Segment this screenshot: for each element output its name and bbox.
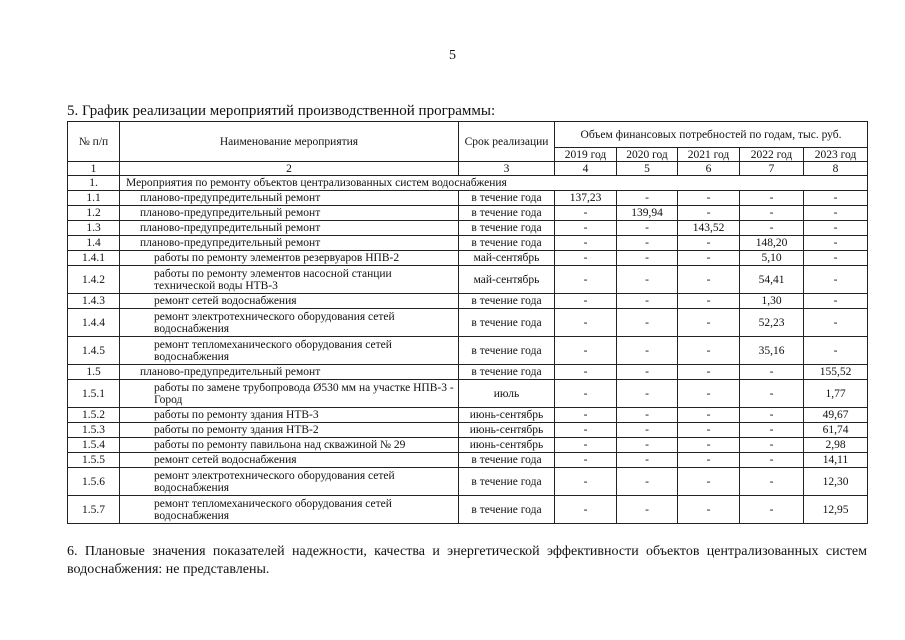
year-amount: - — [678, 309, 740, 337]
year-amount: - — [555, 309, 617, 337]
year-amount: - — [555, 468, 617, 496]
year-amount: 1,77 — [804, 380, 868, 408]
header-year: 2022 год — [740, 148, 804, 162]
table-row — [68, 365, 868, 380]
column-index: 3 — [459, 162, 555, 176]
implementation-period: в течение года — [459, 337, 555, 365]
activity-name: ремонт тепломеханического оборудования сетей водоснабжения — [120, 496, 459, 524]
table-row — [68, 221, 868, 236]
implementation-period: в течение года — [459, 365, 555, 380]
year-amount: 52,23 — [740, 309, 804, 337]
column-index: 2 — [120, 162, 459, 176]
table-row — [68, 176, 868, 191]
header-finance: Объем финансовых потребностей по годам, тыс. руб. — [555, 122, 868, 148]
implementation-period: июнь-сентябрь — [459, 438, 555, 453]
year-amount: - — [617, 294, 678, 309]
header-year: 2023 год — [804, 148, 868, 162]
header-num: № п/п — [68, 122, 120, 162]
table-row — [68, 468, 868, 496]
implementation-period: июль — [459, 380, 555, 408]
implementation-period: май-сентябрь — [459, 266, 555, 294]
year-amount: - — [804, 236, 868, 251]
header-period: Срок реализации — [459, 122, 555, 162]
table-body — [68, 176, 868, 524]
year-amount: - — [804, 206, 868, 221]
column-index: 4 — [555, 162, 617, 176]
table-row — [68, 408, 868, 423]
year-amount: - — [740, 206, 804, 221]
year-amount: - — [617, 337, 678, 365]
year-amount: 139,94 — [617, 206, 678, 221]
activity-name: планово-предупредительный ремонт — [120, 191, 459, 206]
row-number: 1.5.5 — [68, 453, 120, 468]
year-amount: - — [617, 423, 678, 438]
row-number: 1.5.6 — [68, 468, 120, 496]
year-amount: - — [617, 266, 678, 294]
implementation-period: в течение года — [459, 221, 555, 236]
year-amount: - — [740, 365, 804, 380]
column-index: 6 — [678, 162, 740, 176]
table-row — [68, 380, 868, 408]
implementation-period: в течение года — [459, 468, 555, 496]
activity-name: работы по ремонту павильона над скважиной № 29 — [120, 438, 459, 453]
header-year: 2020 год — [617, 148, 678, 162]
activity-name: ремонт тепломеханического оборудования сетей водоснабжения — [120, 337, 459, 365]
year-amount: - — [678, 337, 740, 365]
year-amount: 12,95 — [804, 496, 868, 524]
year-amount: - — [678, 380, 740, 408]
row-number: 1.2 — [68, 206, 120, 221]
year-amount: - — [678, 438, 740, 453]
table-row — [68, 236, 868, 251]
year-amount: - — [555, 423, 617, 438]
table-row — [68, 423, 868, 438]
table-row — [68, 453, 868, 468]
implementation-period: в течение года — [459, 496, 555, 524]
year-amount: - — [740, 221, 804, 236]
year-amount: - — [617, 496, 678, 524]
year-amount: - — [740, 496, 804, 524]
year-amount: - — [555, 294, 617, 309]
year-amount: - — [804, 309, 868, 337]
implementation-period: в течение года — [459, 206, 555, 221]
activity-name: ремонт электротехнического оборудования сетей водоснабжения — [120, 468, 459, 496]
implementation-period: в течение года — [459, 453, 555, 468]
table-row — [68, 337, 868, 365]
year-amount: - — [678, 453, 740, 468]
year-amount: - — [555, 236, 617, 251]
year-amount: - — [617, 191, 678, 206]
year-amount: - — [555, 221, 617, 236]
table-row — [68, 309, 868, 337]
year-amount: - — [678, 496, 740, 524]
row-number: 1.4.5 — [68, 337, 120, 365]
year-amount: - — [678, 294, 740, 309]
year-amount: - — [678, 408, 740, 423]
year-amount: - — [804, 266, 868, 294]
column-index: 8 — [804, 162, 868, 176]
year-amount: - — [740, 408, 804, 423]
table-row — [68, 438, 868, 453]
year-amount: - — [804, 294, 868, 309]
year-amount: 61,74 — [804, 423, 868, 438]
year-amount: - — [678, 236, 740, 251]
year-amount: - — [740, 453, 804, 468]
activity-name: работы по ремонту элементов насосной станции технической воды НТВ-3 — [120, 266, 459, 294]
year-amount: - — [740, 423, 804, 438]
column-index: 7 — [740, 162, 804, 176]
implementation-period: июнь-сентябрь — [459, 408, 555, 423]
year-amount: - — [555, 496, 617, 524]
year-amount: - — [555, 365, 617, 380]
row-number: 1.5.7 — [68, 496, 120, 524]
year-amount: - — [678, 365, 740, 380]
implementation-period: в течение года — [459, 236, 555, 251]
table-row — [68, 251, 868, 266]
activity-name: работы по ремонту здания НТВ-3 — [120, 408, 459, 423]
activity-name: планово-предупредительный ремонт — [120, 365, 459, 380]
year-amount: - — [617, 236, 678, 251]
page-number: 5 — [449, 48, 456, 63]
year-amount: 155,52 — [804, 365, 868, 380]
activity-name: ремонт электротехнического оборудования сетей водоснабжения — [120, 309, 459, 337]
year-amount: - — [617, 309, 678, 337]
year-amount: - — [678, 423, 740, 438]
column-index: 5 — [617, 162, 678, 176]
activity-name: планово-предупредительный ремонт — [120, 206, 459, 221]
year-amount: - — [555, 408, 617, 423]
activity-name: планово-предупредительный ремонт — [120, 221, 459, 236]
year-amount: 137,23 — [555, 191, 617, 206]
section-5-title: 5. График реализации мероприятий производственной программы: — [67, 103, 496, 119]
year-amount: 54,41 — [740, 266, 804, 294]
column-index: 1 — [68, 162, 120, 176]
year-amount: - — [804, 251, 868, 266]
row-number: 1.5.3 — [68, 423, 120, 438]
activity-name: работы по ремонту элементов резервуаров НПВ-2 — [120, 251, 459, 266]
year-amount: - — [740, 191, 804, 206]
year-amount: - — [617, 251, 678, 266]
row-number: 1.5.4 — [68, 438, 120, 453]
year-amount: - — [555, 266, 617, 294]
year-amount: - — [804, 337, 868, 365]
implementation-period: в течение года — [459, 191, 555, 206]
year-amount: - — [740, 468, 804, 496]
year-amount: 1,30 — [740, 294, 804, 309]
row-number: 1.5 — [68, 365, 120, 380]
activity-name: Мероприятия по ремонту объектов централизованных систем водоснабжения — [120, 176, 868, 191]
row-number: 1.5.2 — [68, 408, 120, 423]
year-amount: - — [555, 206, 617, 221]
year-amount: - — [678, 191, 740, 206]
year-amount: - — [617, 408, 678, 423]
year-amount: - — [617, 365, 678, 380]
year-amount: 5,10 — [740, 251, 804, 266]
year-amount: 49,67 — [804, 408, 868, 423]
row-number: 1. — [68, 176, 120, 191]
year-amount: 35,16 — [740, 337, 804, 365]
year-amount: 148,20 — [740, 236, 804, 251]
year-amount: - — [678, 266, 740, 294]
year-amount: - — [678, 251, 740, 266]
implementation-period: в течение года — [459, 309, 555, 337]
table-row — [68, 496, 868, 524]
implementation-period: июнь-сентябрь — [459, 423, 555, 438]
row-number: 1.4 — [68, 236, 120, 251]
year-amount: - — [555, 438, 617, 453]
activity-name: ремонт сетей водоснабжения — [120, 294, 459, 309]
year-amount: - — [804, 191, 868, 206]
table-row — [68, 191, 868, 206]
row-number: 1.1 — [68, 191, 120, 206]
row-number: 1.4.4 — [68, 309, 120, 337]
year-amount: - — [555, 453, 617, 468]
year-amount: - — [555, 337, 617, 365]
year-amount: - — [617, 453, 678, 468]
header-name: Наименование мероприятия — [120, 122, 459, 162]
production-program-schedule-table — [67, 121, 868, 524]
header-year: 2019 год — [555, 148, 617, 162]
activity-name: работы по ремонту здания НТВ-2 — [120, 423, 459, 438]
row-number: 1.3 — [68, 221, 120, 236]
year-amount: - — [740, 380, 804, 408]
implementation-period: май-сентябрь — [459, 251, 555, 266]
year-amount: - — [804, 221, 868, 236]
row-number: 1.5.1 — [68, 380, 120, 408]
year-amount: - — [555, 380, 617, 408]
row-number: 1.4.1 — [68, 251, 120, 266]
row-number: 1.4.3 — [68, 294, 120, 309]
year-amount: - — [617, 468, 678, 496]
year-amount: 12,30 — [804, 468, 868, 496]
year-amount: - — [555, 251, 617, 266]
activity-name: работы по замене трубопровода Ø530 мм на участке НПВ-3 - Город — [120, 380, 459, 408]
activity-name: планово-предупредительный ремонт — [120, 236, 459, 251]
year-amount: 14,11 — [804, 453, 868, 468]
table-row — [68, 294, 868, 309]
year-amount: - — [740, 438, 804, 453]
year-amount: - — [617, 438, 678, 453]
row-number: 1.4.2 — [68, 266, 120, 294]
activity-name: ремонт сетей водоснабжения — [120, 453, 459, 468]
implementation-period: в течение года — [459, 294, 555, 309]
year-amount: - — [678, 206, 740, 221]
year-amount: 143,52 — [678, 221, 740, 236]
year-amount: - — [678, 468, 740, 496]
section-6-text: 6. Плановые значения показателей надежности, качества и энергетической эффективности объектов централизованных систем водоснабжения: не представлены. — [67, 544, 867, 577]
table-row — [68, 266, 868, 294]
year-amount: - — [617, 221, 678, 236]
header-year: 2021 год — [678, 148, 740, 162]
year-amount: 2,98 — [804, 438, 868, 453]
year-amount: - — [617, 380, 678, 408]
table-row — [68, 206, 868, 221]
